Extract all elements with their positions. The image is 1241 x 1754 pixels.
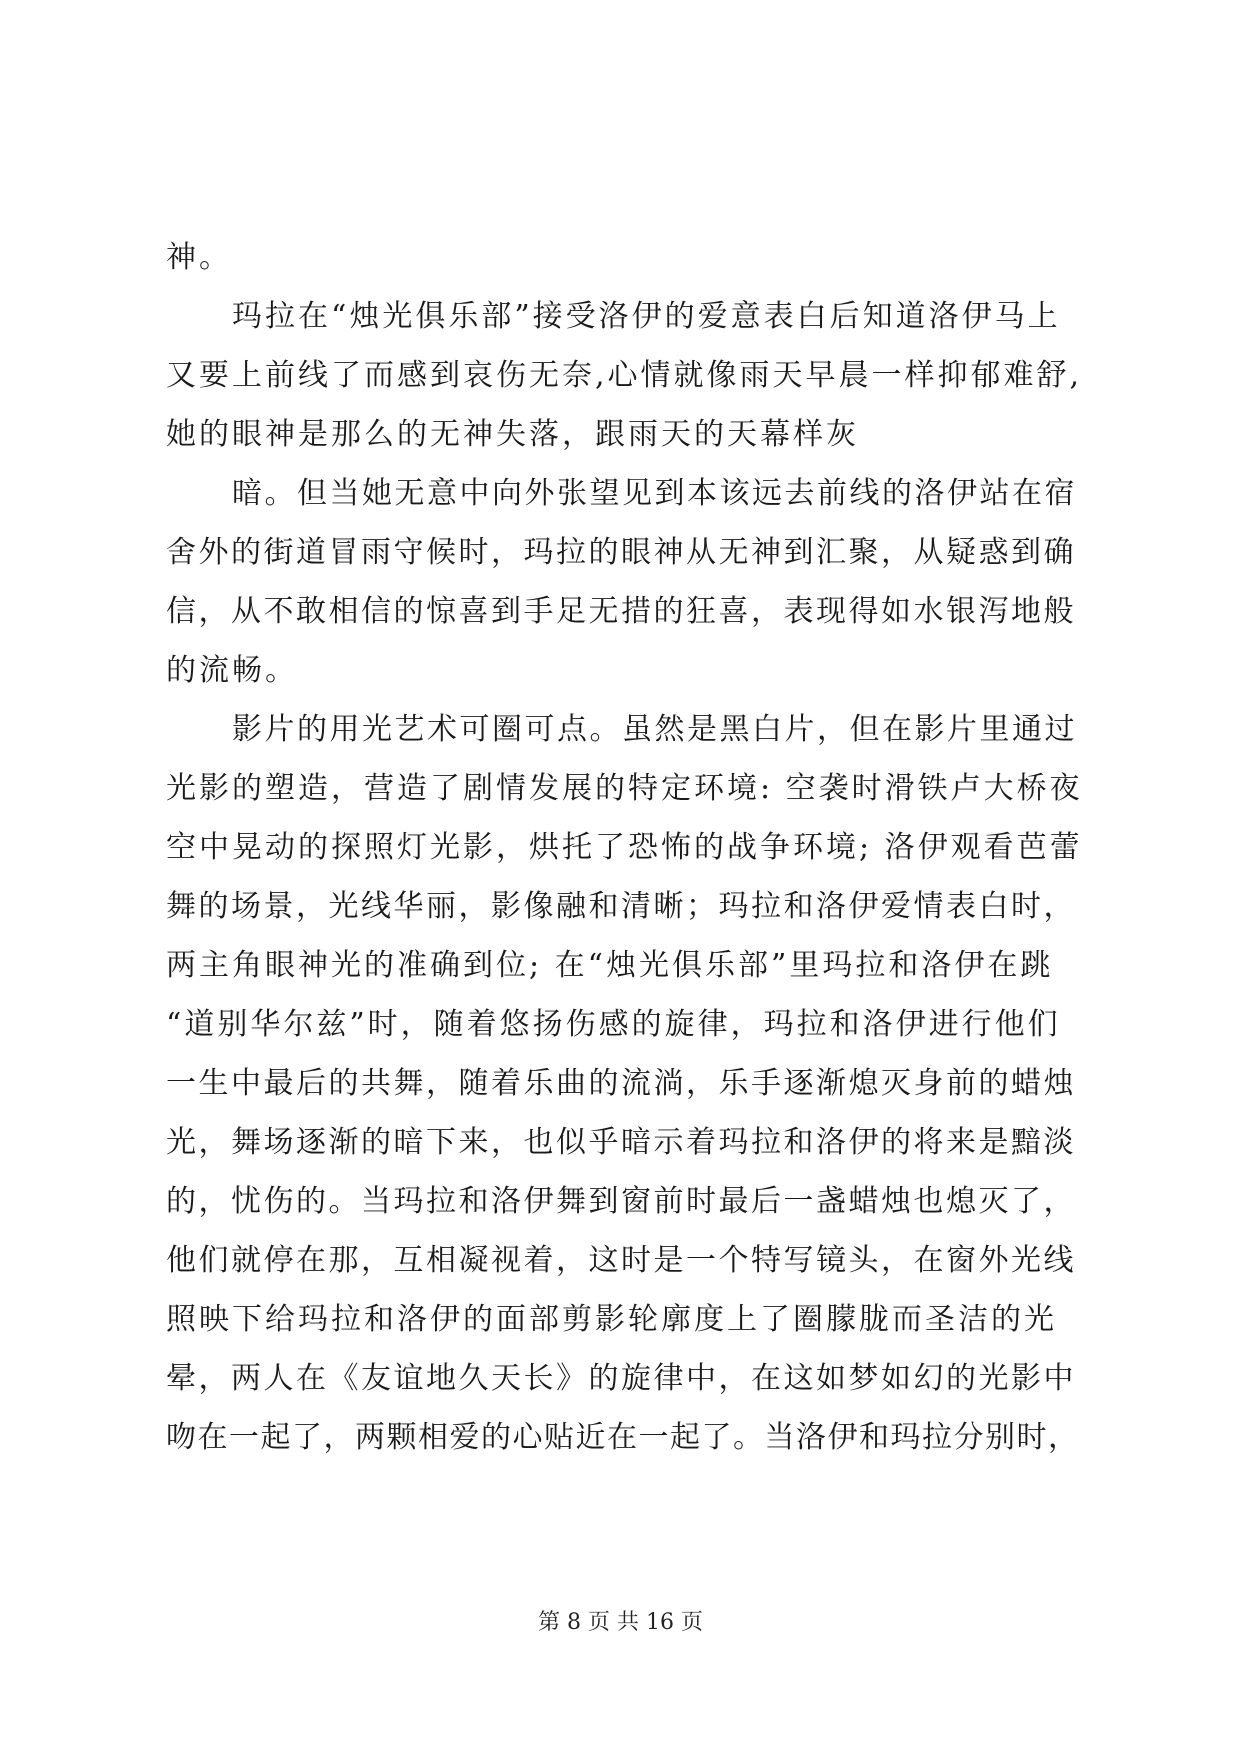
document-body	[166, 228, 1084, 1467]
text-line: 神。	[166, 240, 232, 275]
text-line: 两主角眼神光的准确到位; 在“烛光俱乐部”里玛拉和洛伊在跳	[166, 948, 1054, 983]
text-line: “道别华尔兹”时，随着悠扬伤感的旋律，玛拉和洛伊进行他们	[166, 1007, 1061, 1042]
text-line: 影片的用光艺术可圈可点。虽然是黑白片，但在影片里通过	[232, 712, 1077, 747]
text-line: 一生中最后的共舞，随着乐曲的流淌，乐手逐渐熄灭身前的蜡烛	[166, 1066, 1076, 1101]
text-line: 的，忧伤的。当玛拉和洛伊舞到窗前时最后一盏蜡烛也熄灭了，	[166, 1184, 1076, 1219]
text-line: 他们就停在那，互相凝视着，这时是一个特写镜头，在窗外光线	[166, 1243, 1076, 1278]
text-line: 光，舞场逐渐的暗下来，也似乎暗示着玛拉和洛伊的将来是黯淡	[166, 1125, 1076, 1160]
text-line: 又要上前线了而感到哀伤无奈,心情就像雨天早晨一样抑郁难舒,	[166, 358, 1083, 393]
text-line: 晕，两人在《友谊地久天长》的旋律中，在这如梦如幻的光影中	[166, 1361, 1076, 1396]
text-line: 舍外的街道冒雨守候时，玛拉的眼神从无神到汇聚，从疑惑到确	[166, 535, 1076, 570]
text-line: 空中晃动的探照灯光影，烘托了恐怖的战争环境; 洛伊观看芭蕾	[166, 830, 1083, 865]
text-line: 暗。但当她无意中向外张望见到本该远去前线的洛伊站在宿	[232, 476, 1077, 511]
page-number-footer: 第 8 页 共 16 页	[538, 1610, 703, 1635]
text-line: 光影的塑造，营造了剧情发展的特定环境: 空袭时滑铁卢大桥夜	[166, 771, 1083, 806]
text-line: 她的眼神是那么的无神失落，跟雨天的天幕样灰	[166, 417, 859, 452]
text-line: 吻在一起了，两颗相爱的心贴近在一起了。当洛伊和玛拉分别时，	[166, 1420, 1080, 1455]
text-line: 舞的场景，光线华丽，影像融和清晰；玛拉和洛伊爱情表白时，	[166, 889, 1076, 924]
text-line: 照映下给玛拉和洛伊的面部剪影轮廓度上了圈朦胧而圣洁的光	[166, 1302, 1057, 1337]
text-line: 玛拉在“烛光俱乐部”接受洛伊的爱意表白后知道洛伊马上	[232, 299, 1061, 334]
text-line: 信，从不敢相信的惊喜到手足无措的狂喜，表现得如水银泻地般	[166, 594, 1076, 629]
text-line: 的流畅。	[166, 653, 298, 688]
